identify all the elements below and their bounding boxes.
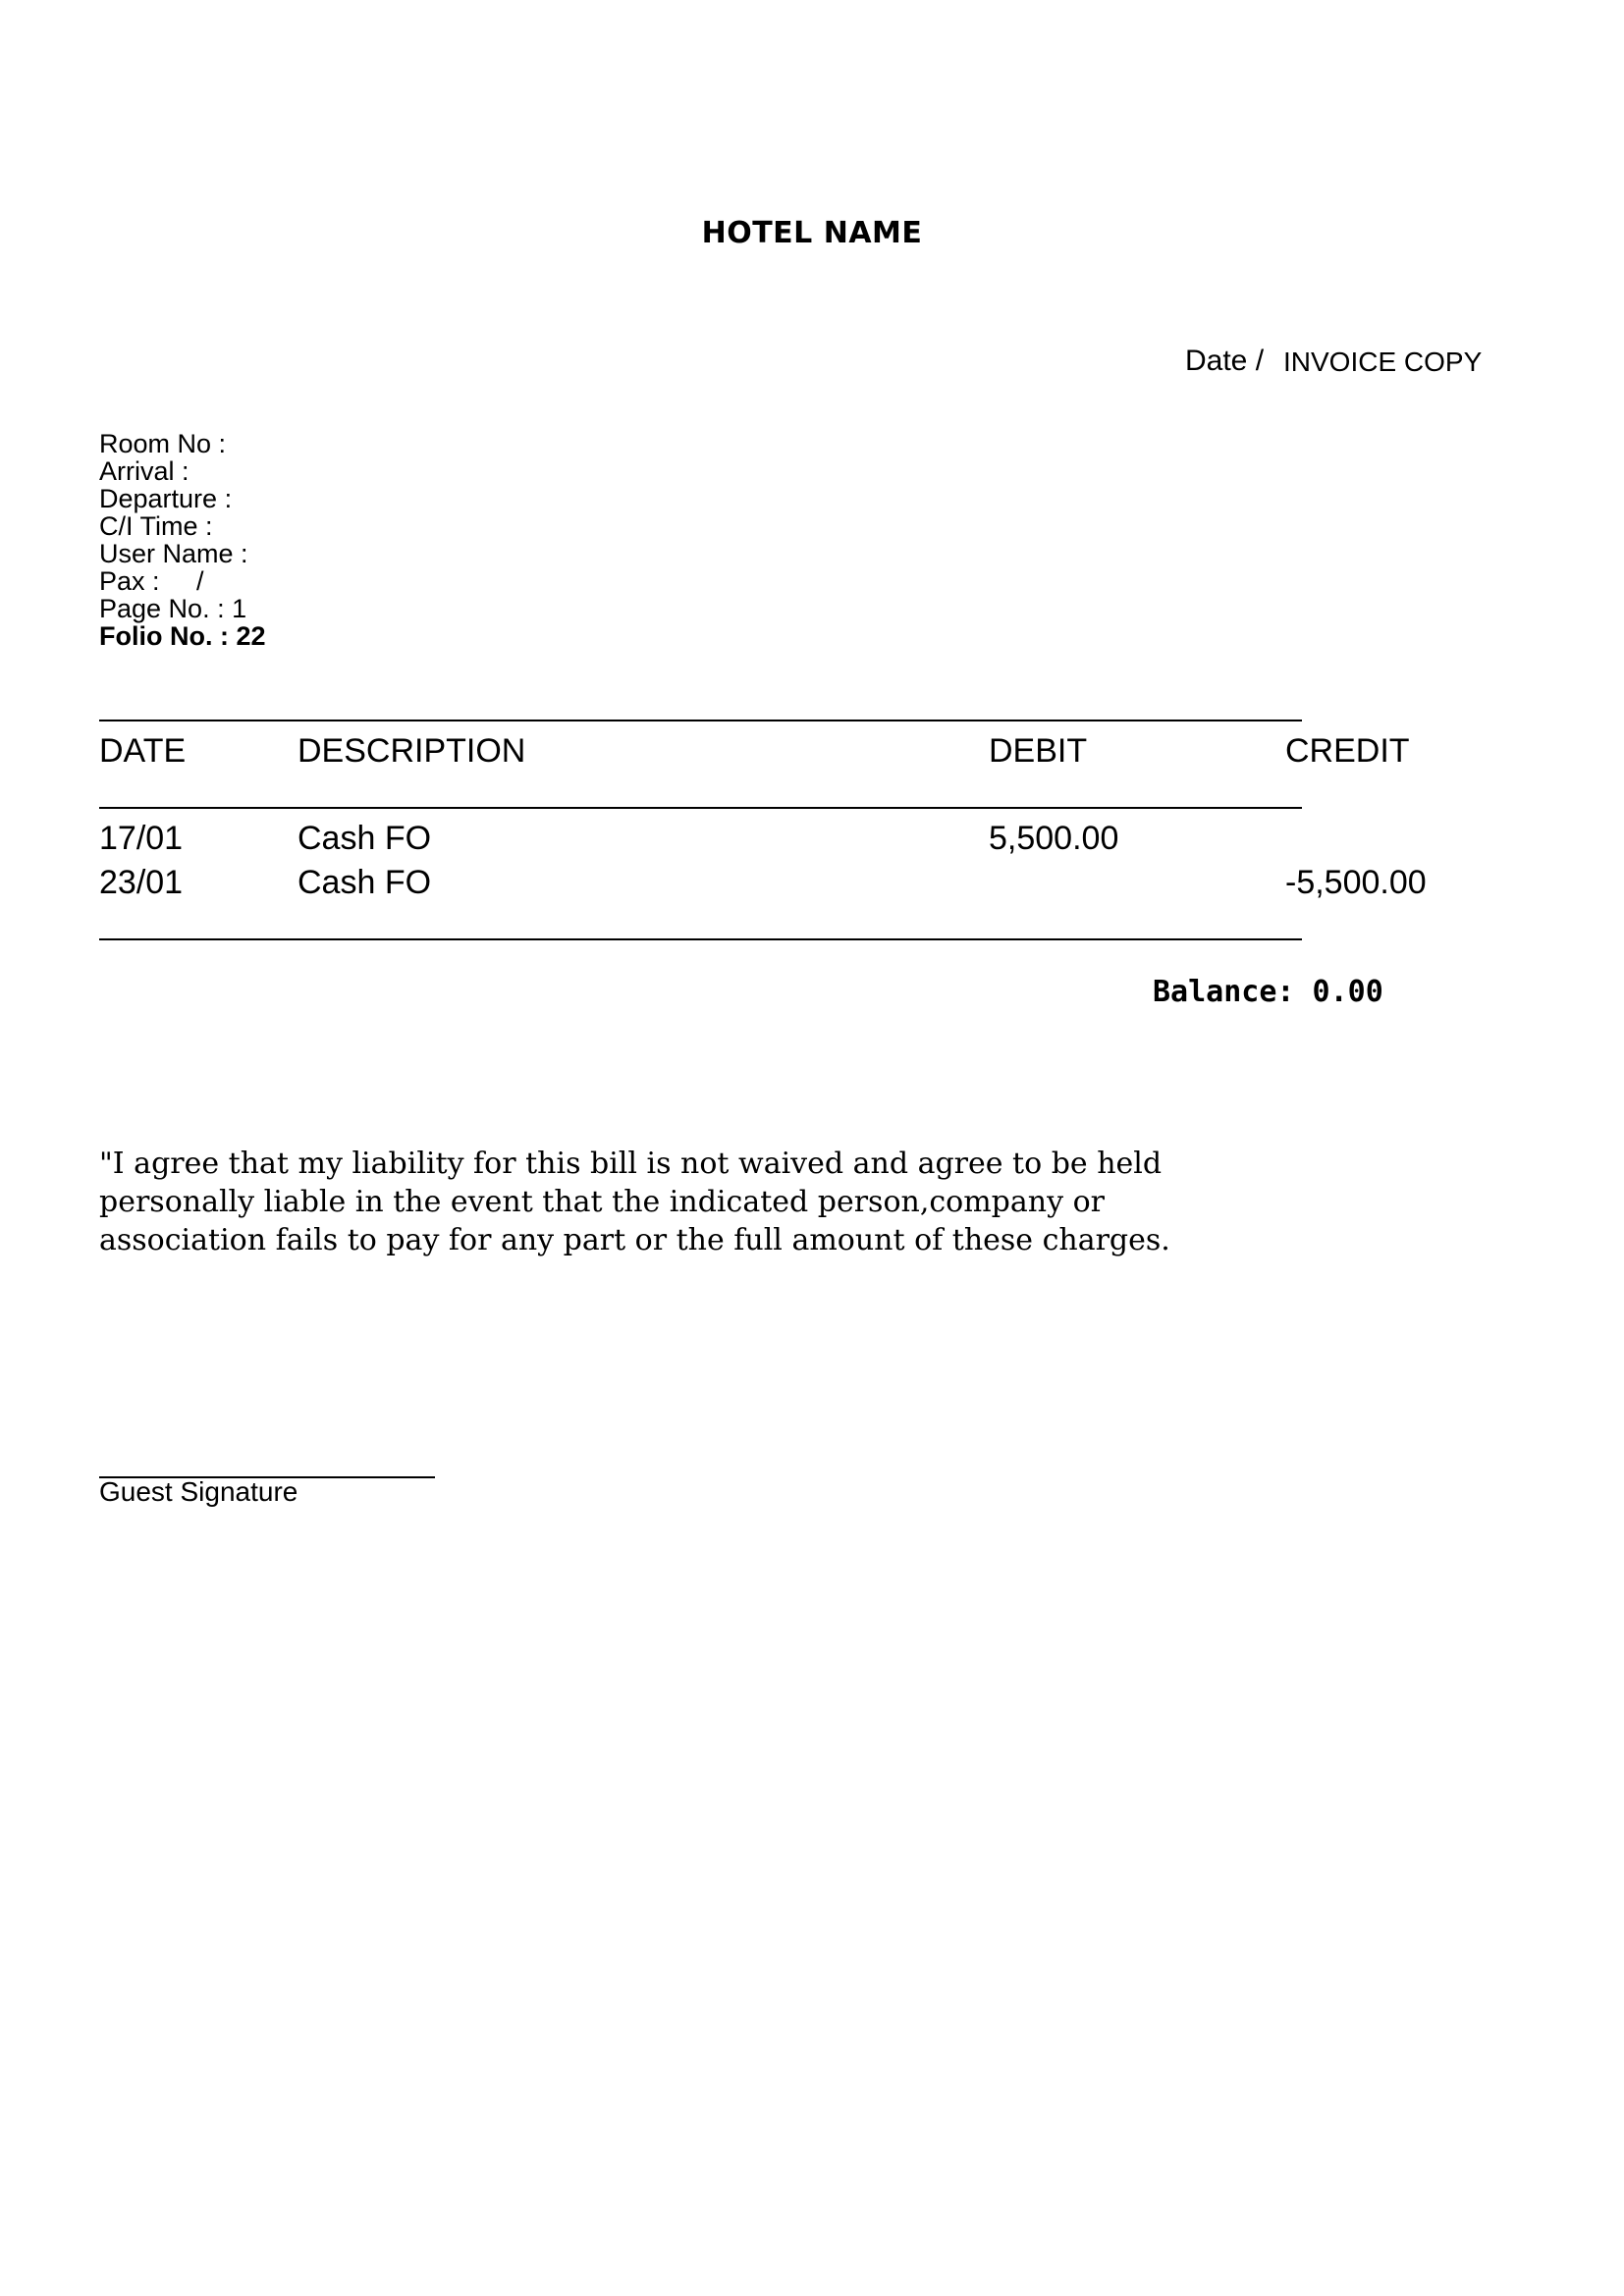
balance-total: Balance: 0.00 xyxy=(1153,975,1383,1009)
guest-signature-label: Guest Signature xyxy=(99,1476,298,1507)
date-label: Date / xyxy=(1185,345,1265,377)
row-description: Cash FO xyxy=(298,864,432,901)
departure-field: Departure : xyxy=(99,484,233,513)
column-header-date: DATE xyxy=(99,732,187,770)
table-top-rule xyxy=(99,720,1302,721)
column-header-credit: CREDIT xyxy=(1285,732,1410,770)
row-date: 23/01 xyxy=(99,864,184,901)
row-debit: 5,500.00 xyxy=(989,820,1119,857)
hotel-name: HOTEL NAME xyxy=(701,216,923,250)
row-credit: -5,500.00 xyxy=(1285,864,1427,901)
table-header-rule xyxy=(99,807,1302,809)
guest-info-block xyxy=(99,430,266,650)
arrival-field: Arrival : xyxy=(99,456,189,486)
column-header-description: DESCRIPTION xyxy=(298,732,526,770)
user-name-field: User Name : xyxy=(99,539,248,568)
folio-no-field: Folio No. : 22 xyxy=(99,621,266,651)
row-date: 17/01 xyxy=(99,820,184,857)
checkin-time-field: C/I Time : xyxy=(99,511,213,541)
row-description: Cash FO xyxy=(298,820,432,857)
column-header-debit: DEBIT xyxy=(989,732,1088,770)
liability-agreement-text: "I agree that my liability for this bill is not waived and agree to be held personally liable in the event that the indicated person,company or association fails to pay for any part or the full amount of these charges. xyxy=(99,1147,1170,1257)
page-no-field: Page No. : 1 xyxy=(99,594,247,623)
table-bottom-rule xyxy=(99,938,1302,940)
invoice-copy-label: INVOICE COPY xyxy=(1283,347,1483,377)
pax-field: Pax : / xyxy=(99,566,204,596)
room-no-field: Room No : xyxy=(99,429,227,458)
